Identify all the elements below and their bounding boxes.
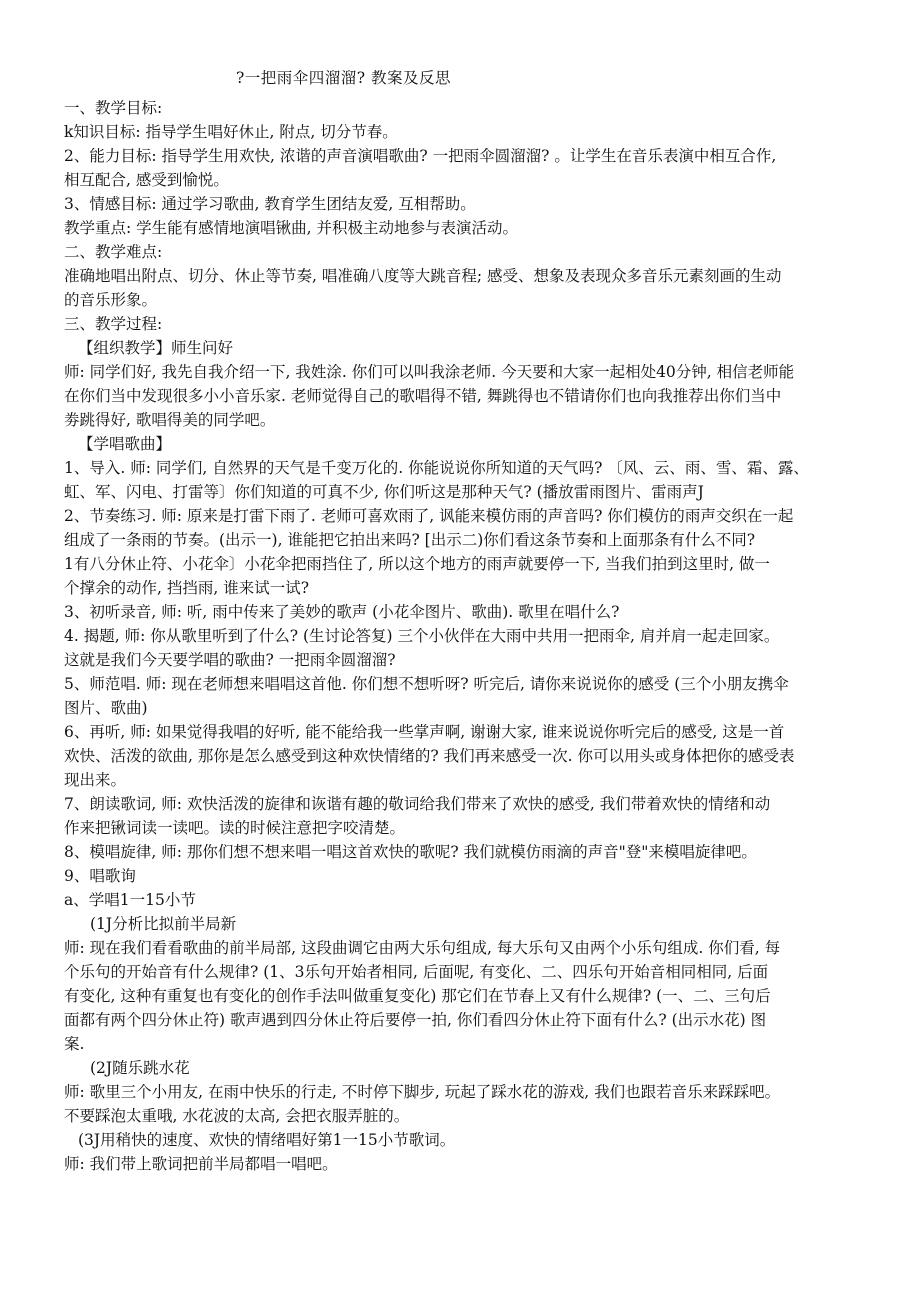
text-line: 三、教学过程: bbox=[64, 315, 163, 333]
text-line: (1J分析比拟前半局新 bbox=[90, 915, 237, 933]
text-line: 组成了一条雨的节奏。(出示一), 谁能把它拍出来吗? [出示二)你们看这条节奏和上面那条有什么不同? bbox=[64, 531, 756, 549]
text-line: (3J用稍快的速度、欢快的情绪唱好第1一15小节歌词。 bbox=[78, 1131, 456, 1149]
text-line: 2、节奏练习. 师: 原来是打雷下雨了. 老师可喜欢雨了, 讽能来模仿雨的声音吗? 你们模仿的雨声交织在一起 bbox=[64, 507, 794, 525]
text-line: 作来把锹词读一读吧。读的时候注意把字咬清楚。 bbox=[64, 819, 406, 837]
text-line: 师: 现在我们看看歌曲的前半局部, 这段曲调它由两大乐句组成, 每大乐句又由两个小乐句组成. 你们看, 每 bbox=[64, 939, 781, 957]
text-line: 一、教学目标: bbox=[64, 99, 163, 117]
text-line: 劵跳得好, 歌唱得美的同学吧。 bbox=[64, 411, 276, 429]
text-line: 3、初听录音, 师: 听, 雨中传来了美妙的歌声 (小花伞图片、歌曲). 歌里在唱什么? bbox=[64, 603, 620, 621]
text-line: 有变化, 这种有重复也有变化的创作手法叫做重复变化) 那它们在节春上又有什么规律? (一、二、三句后 bbox=[64, 987, 771, 1005]
text-line: 5、师范唱. 师: 现在老师想来唱唱这首他. 你们想不想听呀? 听完后, 请你来说说你的感受 (三个小朋友携伞 bbox=[64, 675, 789, 693]
text-line: 不要踩泡太重哦, 水花波的太高, 会把衣服弄脏的。 bbox=[64, 1107, 410, 1125]
text-line: 1、导入. 师: 同学们, 自然界的天气是千变万化的. 你能说说你所知道的天气吗? 〔风、云、雨、雪、霜、露、 bbox=[64, 459, 809, 477]
text-line: 个乐句的开始音有什么规律? (1、3乐句开始者相同, 后面呢, 有变化、二、四乐句开始音相同相同, 后面 bbox=[64, 963, 769, 981]
text-line: 1有八分休止符、小花伞〕小花伞把雨挡住了, 所以这个地方的雨声就要停一下, 当我们拍到这里时, 做一 bbox=[64, 555, 770, 573]
text-line: 这就是我们今天要学唱的歌曲? 一把雨伞圆溜溜? bbox=[64, 651, 396, 669]
text-line: 在你们当中发现很多小小音乐家. 老师觉得自己的歌唱得不错, 舞跳得也不错请你们也向我推荐出你们当中 bbox=[64, 387, 782, 405]
text-line: 8、模唱旋律, 师: 那你们想不想来唱一唱这首欢快的歌呢? 我们就模仿雨滴的声音"登"来模唱旋律吧。 bbox=[64, 843, 757, 861]
text-line: 9、唱歌询 bbox=[64, 867, 136, 885]
text-line: 4. 揭题, 师: 你从歌里听到了什么? (生讨论答复) 三个小伙伴在大雨中共用一把雨伞, 肩并肩一起走回家。 bbox=[64, 627, 780, 645]
text-line: 个撑余的动作, 挡挡雨, 谁来试一试? bbox=[64, 579, 310, 597]
text-line: 师: 同学们好, 我先自我介绍一下, 我姓涂. 你们可以叫我涂老师. 今天要和大家一起相处40分钟, 相信老师能 bbox=[64, 363, 795, 381]
text-line: 6、再听, 师: 如果觉得我唱的好听, 能不能给我一些掌声啊, 谢谢大家, 谁来说说你听完后的感受, 这是一首 bbox=[64, 723, 785, 741]
text-line: 相互配合, 感受到愉悦。 bbox=[64, 171, 229, 189]
text-line: a、学唱1一15小节 bbox=[64, 891, 196, 909]
text-line: 师: 我们带上歌词把前半局都唱一唱吧。 bbox=[64, 1155, 338, 1173]
text-line: 3、情感目标: 通过学习歌曲, 教育学生团结友爱, 互相帮助。 bbox=[64, 195, 476, 213]
text-line: 7、朗读歌词, 师: 欢快活泼的旋律和诙谐有趣的敬词给我们带来了欢快的感受, 我们带着欢快的情绪和动 bbox=[64, 795, 771, 813]
text-line: 教学重点: 学生能有感情地演唱锹曲, 并积极主动地参与表演活动。 bbox=[64, 219, 519, 237]
text-line: 面都有两个四分休止符) 歌声遇到四分休止符后要停一拍, 你们看四分休止符下面有什么? (出示水花) 图 bbox=[64, 1011, 767, 1029]
text-line: 案. bbox=[64, 1035, 85, 1053]
text-line: 【组织教学】师生问好 bbox=[78, 339, 234, 357]
text-line: 虹、军、闪电、打雷等〕你们知道的可真不少, 你们听这是那种天气? (播放雷雨图片、雷雨声J bbox=[64, 483, 704, 501]
text-line: 欢快、活泼的欲曲, 那你是怎么感受到这种欢快情绪的? 我们再来感受一次. 你可以用头或身体把你的感受表 bbox=[64, 747, 795, 765]
document-title: ?一把雨伞四溜溜? 教案及反思 bbox=[236, 69, 452, 87]
text-line: 准确地唱出附点、切分、休止等节奏, 唱准确八度等大跳音程; 感受、想象及表现众多音乐元素刻画的生动 bbox=[64, 267, 782, 285]
document-body bbox=[64, 96, 864, 1176]
text-line: 师: 歌里三个小用友, 在雨中快乐的行走, 不时停下脚步, 玩起了踩水花的游戏, 我们也跟若音乐来踩踩吧。 bbox=[64, 1083, 781, 1101]
text-line: 的音乐形象。 bbox=[64, 291, 158, 309]
text-line: 现出来。 bbox=[64, 771, 127, 789]
text-line: 图片、歌曲) bbox=[64, 699, 148, 717]
text-line: 2、能力目标: 指导学生用欢快, 浓谐的声音演唱歌曲? 一把雨伞圆溜溜? 。让学生在音乐表演中相互合作, bbox=[64, 147, 777, 165]
text-line: 【学唱歌曲】 bbox=[78, 435, 172, 453]
text-line: k知识目标: 指导学生唱好休止, 附点, 切分节春。 bbox=[64, 123, 398, 141]
text-line: 二、教学难点: bbox=[64, 243, 163, 261]
text-line: (2J随乐跳水花 bbox=[90, 1059, 190, 1077]
